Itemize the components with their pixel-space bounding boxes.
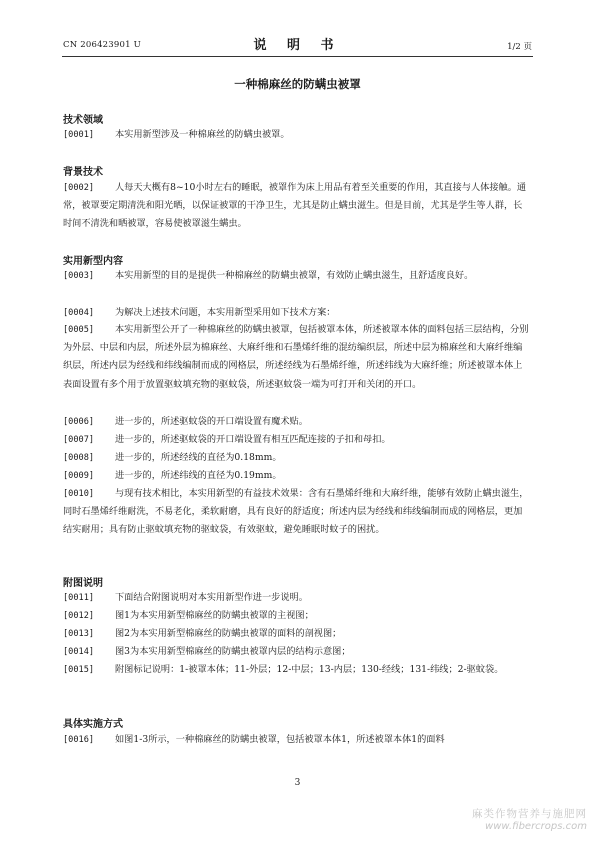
paragraph-number: [0012] [63,611,95,621]
paragraph-text: 人每天大概有8~10小时左右的睡眠，被罩作为床上用品有着至关重要的作用，其直接与人体接触。通常，被罩要定期清洗和阳光晒，以保证被罩的干净卫生，尤其是防止螨虫滋生。但是目前，尤其是学生等人群，长时间不清洗和晒被罩，容易使被罩滋生螨虫。 [63,182,527,230]
paragraph-number: [0001] [63,130,95,140]
header-rule [62,56,533,57]
page-number: 3 [294,778,301,788]
paragraph-0008 [63,449,531,467]
paragraph-number: [0005] [63,325,95,335]
paragraph-text: 如图1-3所示，一种棉麻丝的防螨虫被罩，包括被罩本体1，所述被罩本体1的面料 [115,734,445,745]
paragraph-number: [0003] [63,271,95,281]
paragraph-number: [0002] [63,183,95,193]
paragraph-number: [0013] [63,629,95,639]
paragraph-0015 [63,661,531,679]
section-heading-figure-description: 附图说明 [63,578,103,589]
paragraph-0014 [63,643,531,661]
paragraph-number: [0015] [63,665,95,675]
watermark [472,806,587,832]
document-type-heading: 说 明 书 [253,38,342,53]
paragraph-text: 图1为本实用新型棉麻丝的防螨虫被罩的主视图； [115,610,314,621]
paragraph-text: 本实用新型公开了一种棉麻丝的防螨虫被罩，包括被罩本体，所述被罩本体的面料包括三层结构，分别为外层、中层和内层，所述外层为棉麻丝、大麻纤维和石墨烯纤维的混纺编织层，所述中层为棉麻丝和大麻纤维编织层，所述内层为经线和纬线编制而成的网格层，所述经线为石墨烯纤维，所述纬线为大麻纤维；所述被罩本体上表面设置有多个用于放置驱蚊填充物的驱蚊袋，所述驱蚊袋一端为可打开和关闭的开口。 [63,324,529,390]
paragraph-number: [0010] [63,489,95,499]
paragraph-text: 进一步的，所述驱蚊袋的开口端设置有魔术贴。 [115,416,308,427]
paragraph-number: [0008] [63,453,95,463]
paragraph-text: 本实用新型涉及一种棉麻丝的防螨虫被罩。 [115,129,290,140]
document-title: 一种棉麻丝的防螨虫被罩 [234,77,361,91]
paragraph-0005 [63,321,531,394]
section-heading-utility-content: 实用新型内容 [63,256,123,267]
paragraph-text: 进一步的，所述纬线的直径为0.19mm。 [115,470,282,481]
paragraph-text: 附图标记说明：1-被罩本体；11-外层；12-中层；13-内层；130-经线；131-纬线；2-驱蚊袋。 [115,664,504,675]
paragraph-text: 图3为本实用新型棉麻丝的防螨虫被罩内层的结构示意图； [115,646,351,657]
paragraph-text: 下面结合附图说明对本实用新型作进一步说明。 [115,592,308,603]
paragraph-0003 [63,267,531,285]
paragraph-0002 [63,179,531,234]
paragraph-number: [0007] [63,435,95,445]
paragraph-0012 [63,607,531,625]
paragraph-0010 [63,485,531,540]
section-heading-technical-field: 技术领域 [63,115,103,126]
paragraph-text: 本实用新型的目的是提供一种棉麻丝的防螨虫被罩，有效防止螨虫滋生，且舒适度良好。 [115,270,474,281]
paragraph-number: [0016] [63,735,95,745]
section-heading-background: 背景技术 [63,167,103,178]
paragraph-text: 为解决上述技术问题，本实用新型采用如下技术方案： [115,307,336,318]
section-heading-embodiments: 具体实施方式 [63,719,123,730]
paragraph-0004 [63,304,531,322]
paragraph-0016 [63,731,531,749]
paragraph-0011 [63,589,531,607]
paragraph-text: 进一步的，所述驱蚊袋的开口端设置有相互匹配连接的子扣和母扣。 [115,434,391,445]
paragraph-number: [0006] [63,417,95,427]
paragraph-0007 [63,431,531,449]
watermark-title: 麻类作物营养与施肥网 [472,808,587,820]
paragraph-text: 进一步的，所述经线的直径为0.18mm。 [115,452,282,463]
paragraph-0006 [63,413,531,431]
paragraph-0013 [63,625,531,643]
paragraph-text: 与现有技术相比，本实用新型的有益技术效果：含有石墨烯纤维和大麻纤维，能够有效防止螨虫滋生，同时石墨烯纤维耐洗，不易老化，柔软耐磨，具有良好的舒适度；所述内层为经线和纬线编制而成的网格层，更加结实耐用；具有防止驱蚊填充物的驱蚊袋，有效驱蚊，避免睡眠时蚊子的困扰。 [63,488,529,536]
paragraph-number: [0011] [63,593,95,603]
paragraph-number: [0004] [63,308,95,318]
page-indicator: 1/2 页 [507,42,532,52]
watermark-url: www.fibercrops.com [485,821,587,832]
paragraph-text: 图2为本实用新型棉麻丝的防螨虫被罩的面料的剖视图； [115,628,342,639]
paragraph-0009 [63,467,531,485]
publication-number: CN 206423901 U [63,40,141,50]
paragraph-0001 [63,126,531,144]
paragraph-number: [0009] [63,471,95,481]
paragraph-number: [0014] [63,647,95,657]
